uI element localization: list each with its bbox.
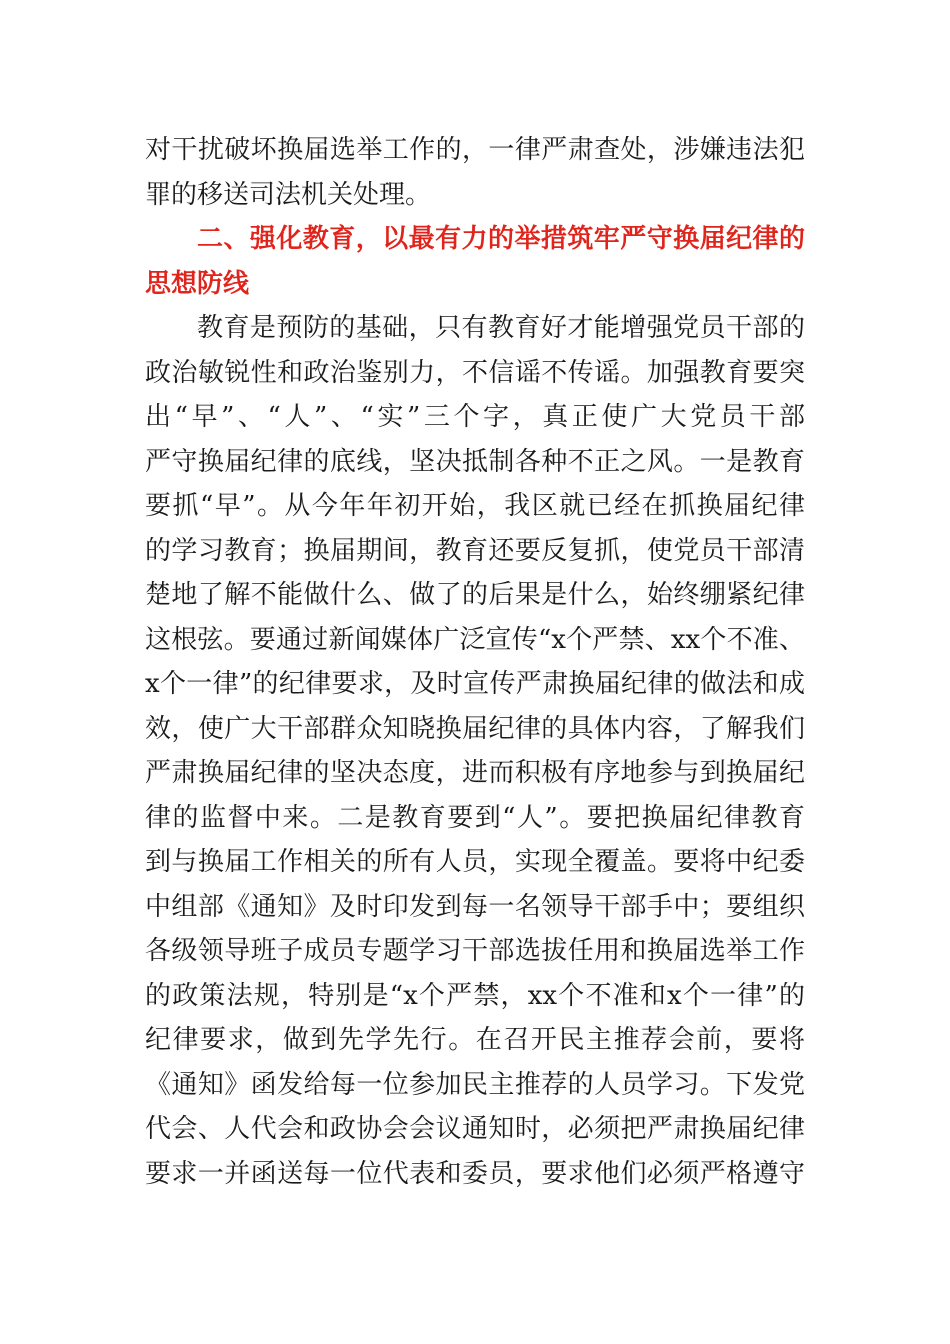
- text-line: 中组部《通知》及时印发到每一名领导干部手中；要组织: [145, 891, 805, 922]
- text-line: 到与换届工作相关的所有人员，实现全覆盖。要将中纪委: [145, 847, 805, 877]
- text-line: 出“早”、“人”、“实”三个字，真正使广大党员干部: [145, 402, 805, 432]
- text-line: x个一律”的纪律要求，及时宣传严肃换届纪律的做法和成: [145, 669, 805, 699]
- paragraph-2: [145, 306, 805, 1196]
- section-heading: [145, 217, 805, 306]
- text-line: 律的监督中来。二是教育要到“人”。要把换届纪律教育: [145, 802, 805, 833]
- text-line: 严守换届纪律的底线，坚决抵制各种不正之风。一是教育: [145, 446, 805, 477]
- heading-line: 思想防线: [145, 268, 250, 299]
- text-line: 纪律要求，做到先学先行。在召开民主推荐会前，要将: [145, 1025, 805, 1055]
- document-body: [145, 128, 805, 1196]
- paragraph-1: [145, 128, 805, 217]
- text-line: 教育是预防的基础，只有教育好才能增强党员干部的: [197, 313, 805, 343]
- text-line: 的学习教育；换届期间，教育还要反复抓，使党员干部清: [145, 535, 805, 566]
- text-line: 政治敏锐性和政治鉴别力，不信谣不传谣。加强教育要突: [145, 357, 805, 388]
- text-line: 严肃换届纪律的坚决态度，进而积极有序地参与到换届纪: [145, 758, 805, 788]
- text-line: 这根弦。要通过新闻媒体广泛宣传“x个严禁、xx个不准、: [145, 624, 805, 655]
- text-line: 代会、人代会和政协会会议通知时，必须把严肃换届纪律: [145, 1114, 805, 1144]
- text-line: 《通知》函发给每一位参加民主推荐的人员学习。下发党: [145, 1069, 805, 1100]
- text-line: 要抓“早”。从今年年初开始，我区就已经在抓换届纪律: [145, 491, 805, 521]
- heading-line: 二、强化教育，以最有力的举措筑牢严守换届纪律的: [197, 224, 805, 254]
- text-line: 对干扰破坏换届选举工作的，一律严肃查处，涉嫌违法犯: [145, 135, 805, 165]
- text-line: 楚地了解不能做什么、做了的后果是什么，始终绷紧纪律: [145, 580, 805, 610]
- text-line: 要求一并函送每一位代表和委员，要求他们必须严格遵守: [145, 1158, 805, 1189]
- text-line: 罪的移送司法机关处理。: [145, 179, 432, 210]
- text-line: 各级领导班子成员专题学习干部选拔任用和换届选举工作: [145, 936, 805, 966]
- text-line: 效，使广大干部群众知晓换届纪律的具体内容，了解我们: [145, 713, 805, 744]
- text-line: 的政策法规，特别是“x个严禁，xx个不准和x个一律”的: [145, 980, 805, 1011]
